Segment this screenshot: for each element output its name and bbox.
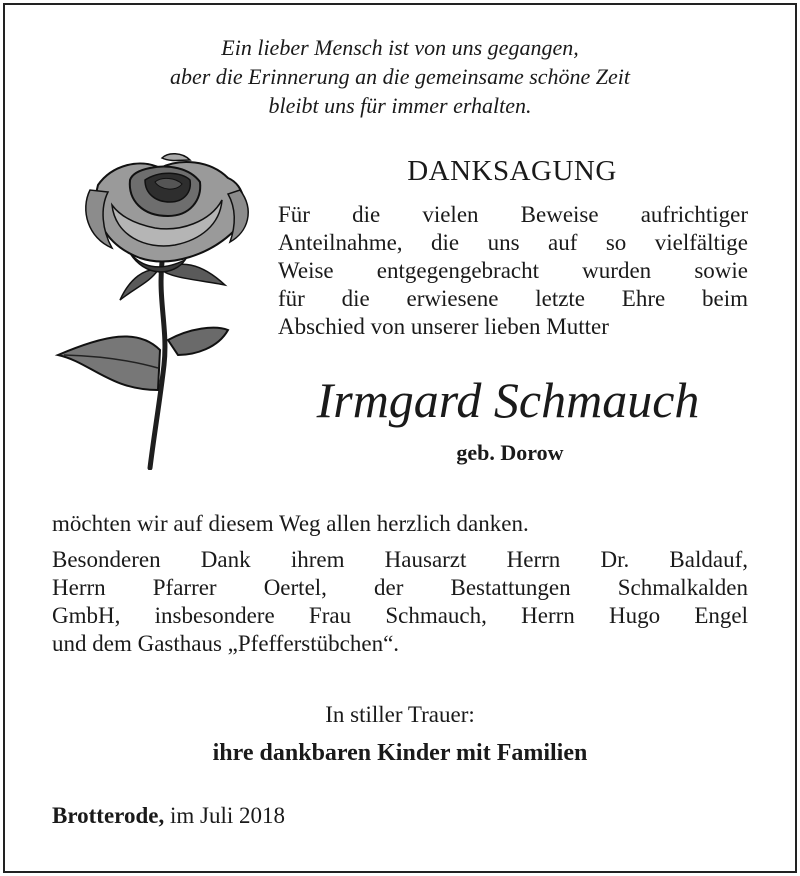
mourning-intro: In stiller Trauer: <box>325 702 475 727</box>
place-date <box>52 803 285 829</box>
intro-line: Abschied von unserer lieben Mutter <box>278 314 609 339</box>
motto <box>0 33 800 120</box>
intro-line: Weise entgegengebracht wurden sowie <box>278 258 748 283</box>
intro-text <box>278 201 748 341</box>
intro-line: Für die vielen Beweise aufrichtiger <box>278 202 748 227</box>
place-date-text: im Juli 2018 <box>169 803 285 828</box>
special-thanks <box>52 546 748 658</box>
special-thanks-line: Herrn Pfarrer Oertel, der Bestattungen Schmalkalden <box>52 575 748 600</box>
deceased-name: Irmgard Schmauch <box>316 372 700 428</box>
special-thanks-line: Besonderen Dank ihrem Hausarzt Herrn Dr. Baldauf, <box>52 547 748 572</box>
rose-icon <box>50 150 260 470</box>
intro-line: für die erwiesene letzte Ehre beim <box>278 286 748 311</box>
special-thanks-line: GmbH, insbesondere Frau Schmauch, Herrn Hugo Engel <box>52 603 748 628</box>
place-town: Brotterode, <box>52 803 165 828</box>
intro-line: Anteilnahme, die uns auf so vielfältige <box>278 230 748 255</box>
motto-line: bleibt uns für immer erhalten. <box>268 93 532 118</box>
motto-line: aber die Erinnerung an die gemeinsame schöne Zeit <box>169 64 631 89</box>
thanks-line: möchten wir auf diesem Weg allen herzlich danken. <box>52 511 529 536</box>
mourning-family: ihre dankbaren Kinder mit Familien <box>212 740 588 766</box>
heading: DANKSAGUNG <box>407 155 617 187</box>
motto-line: Ein lieber Mensch ist von uns gegangen, <box>221 35 579 60</box>
maiden-name: geb. Dorow <box>456 440 564 465</box>
special-thanks-line: und dem Gasthaus „Pfefferstübchen“. <box>52 631 400 656</box>
